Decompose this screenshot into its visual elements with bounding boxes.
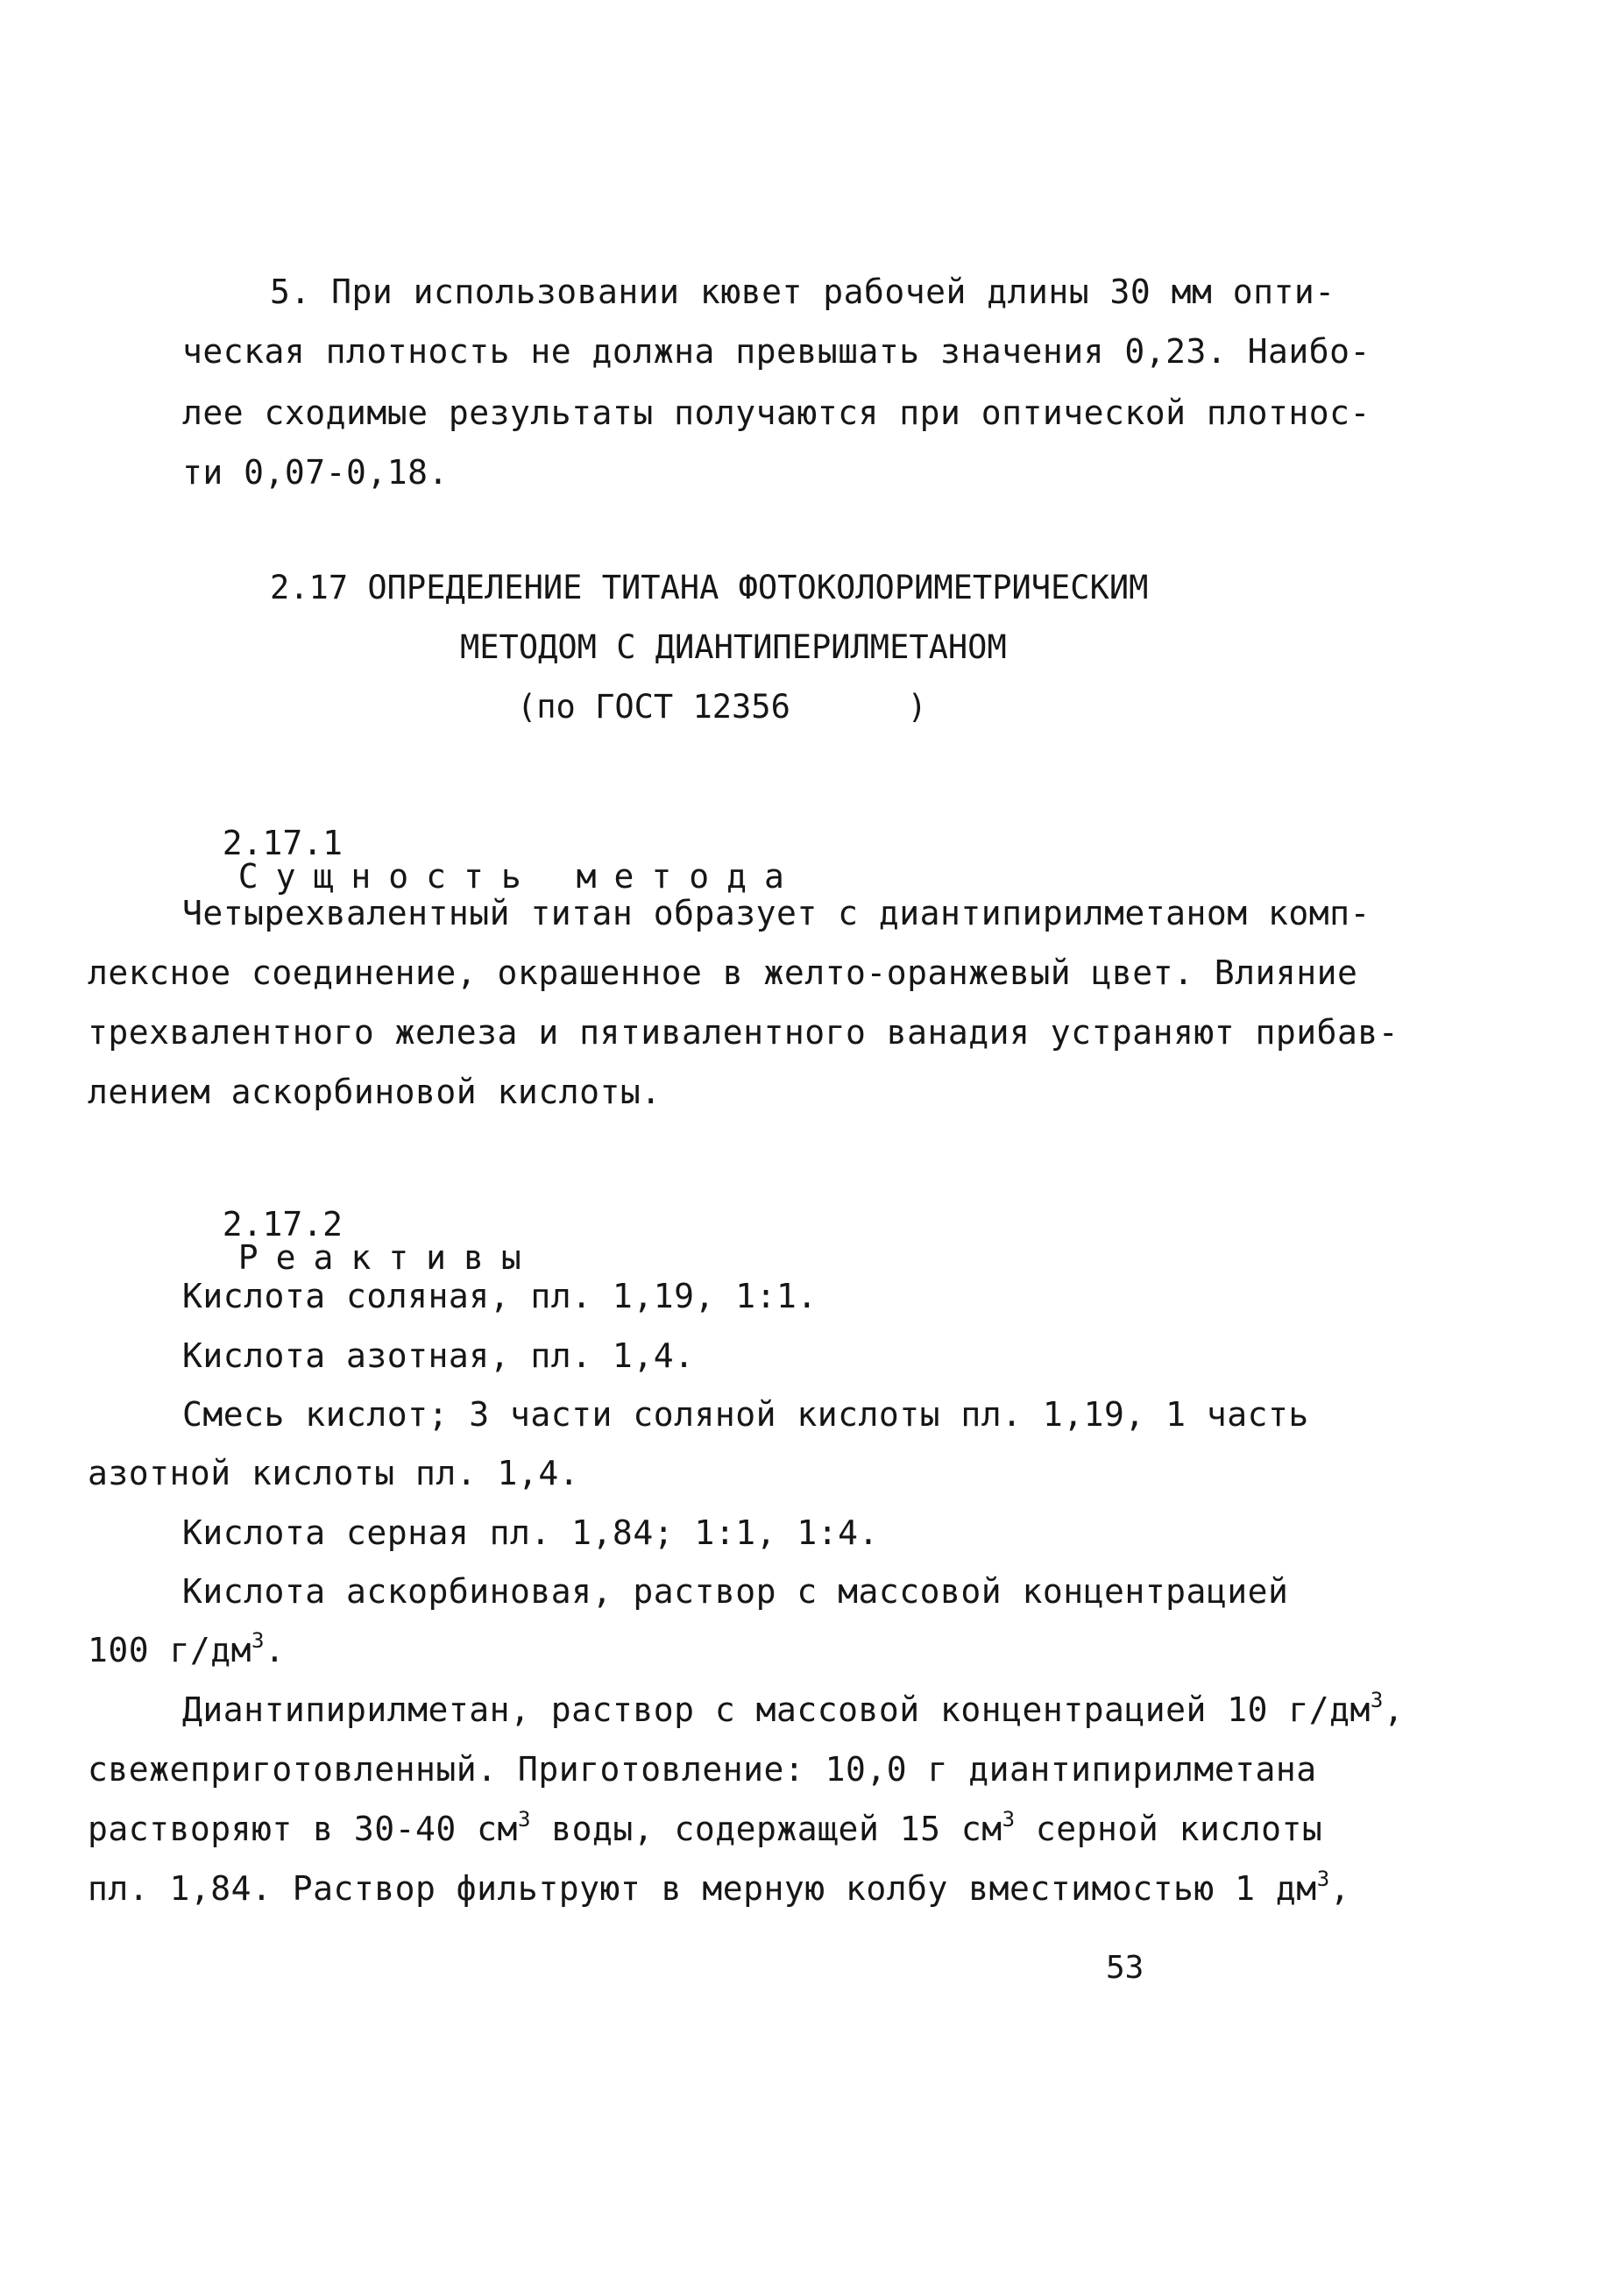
paragraph-line: трехвалентного железа и пятивалентного ванадия устраняют прибав- <box>88 1013 1399 1052</box>
reagent-line: Кислота азотная, пл. 1,4. <box>182 1336 695 1375</box>
reagent-line <box>88 1628 286 1669</box>
paragraph-line: Четырехвалентный титан образует с диантипирилметаном комп- <box>182 894 1371 932</box>
reagent-line: Смесь кислот; 3 части соляной кислоты пл. 1,19, 1 часть <box>182 1395 1309 1434</box>
reagent-text: 100 г/дм <box>88 1631 252 1669</box>
paragraph-line: лексное соединение, окрашенное в желто-оранжевый цвет. Влияние <box>88 953 1358 992</box>
paragraph-line: ти 0,07-0,18. <box>182 453 449 492</box>
section-title-line: (по ГОСТ 12356 ) <box>517 688 927 726</box>
section-title-line: 2.17 ОПРЕДЕЛЕНИЕ ТИТАНА ФОТОКОЛОРИМЕТРИЧЕСКИМ <box>270 569 1149 606</box>
reagent-text: растворяют в 30-40 см <box>88 1810 518 1848</box>
reagent-text: пл. 1,84. Раствор фильтруют в мерную колбу вместимостью 1 дм <box>88 1869 1317 1908</box>
paragraph-line: ческая плотность не должна превышать значения 0,23. Наибо- <box>182 332 1371 371</box>
reagent-text: воды, содержащей 15 см <box>530 1810 1002 1848</box>
section-title-line: МЕТОДОМ С ДИАНТИПЕРИЛМЕТАНОМ <box>460 628 1007 666</box>
reagent-text: , <box>1383 1690 1405 1729</box>
subsection-number: 2.17.2 <box>222 1205 344 1244</box>
subsection-heading <box>182 793 802 896</box>
paragraph-line: 5. При использовании кювет рабочей длины 30 мм опти- <box>270 273 1335 311</box>
subsection-title: Реактивы <box>237 1238 539 1277</box>
reagent-text: , <box>1329 1869 1351 1908</box>
paragraph-line: лением аскорбиновой кислоты. <box>88 1073 662 1111</box>
reagent-text: серной кислоты <box>1015 1810 1323 1848</box>
subsection-number: 2.17.1 <box>222 824 344 862</box>
page-number: 53 <box>1106 1950 1144 1986</box>
superscript: 3 <box>517 1807 531 1832</box>
superscript: 3 <box>1316 1867 1330 1891</box>
reagent-line: азотной кислоты пл. 1,4. <box>88 1454 580 1492</box>
reagent-line: свежеприготовленный. Приготовление: 10,0 г диантипирилметана <box>88 1750 1317 1789</box>
reagent-line: Кислота серная пл. 1,84; 1:1, 1:4. <box>182 1513 879 1552</box>
superscript: 3 <box>251 1628 265 1653</box>
subsection-title: Сущность метода <box>237 857 802 896</box>
paragraph-line: лее сходимые результаты получаются при оптической плотнос- <box>182 393 1371 432</box>
reagent-line: Кислота соляная, пл. 1,19, 1:1. <box>182 1277 818 1315</box>
reagent-line <box>182 1688 1405 1729</box>
superscript: 3 <box>1002 1807 1016 1832</box>
subsection-heading <box>182 1174 539 1277</box>
reagent-line <box>88 1807 1323 1848</box>
reagent-text: . <box>264 1631 286 1669</box>
superscript: 3 <box>1370 1688 1384 1712</box>
reagent-line: Кислота аскорбиновая, раствор с массовой концентрацией <box>182 1572 1289 1611</box>
reagent-line <box>88 1867 1351 1908</box>
reagent-text: Диантипирилметан, раствор с массовой концентрацией 10 г/дм <box>182 1690 1371 1729</box>
